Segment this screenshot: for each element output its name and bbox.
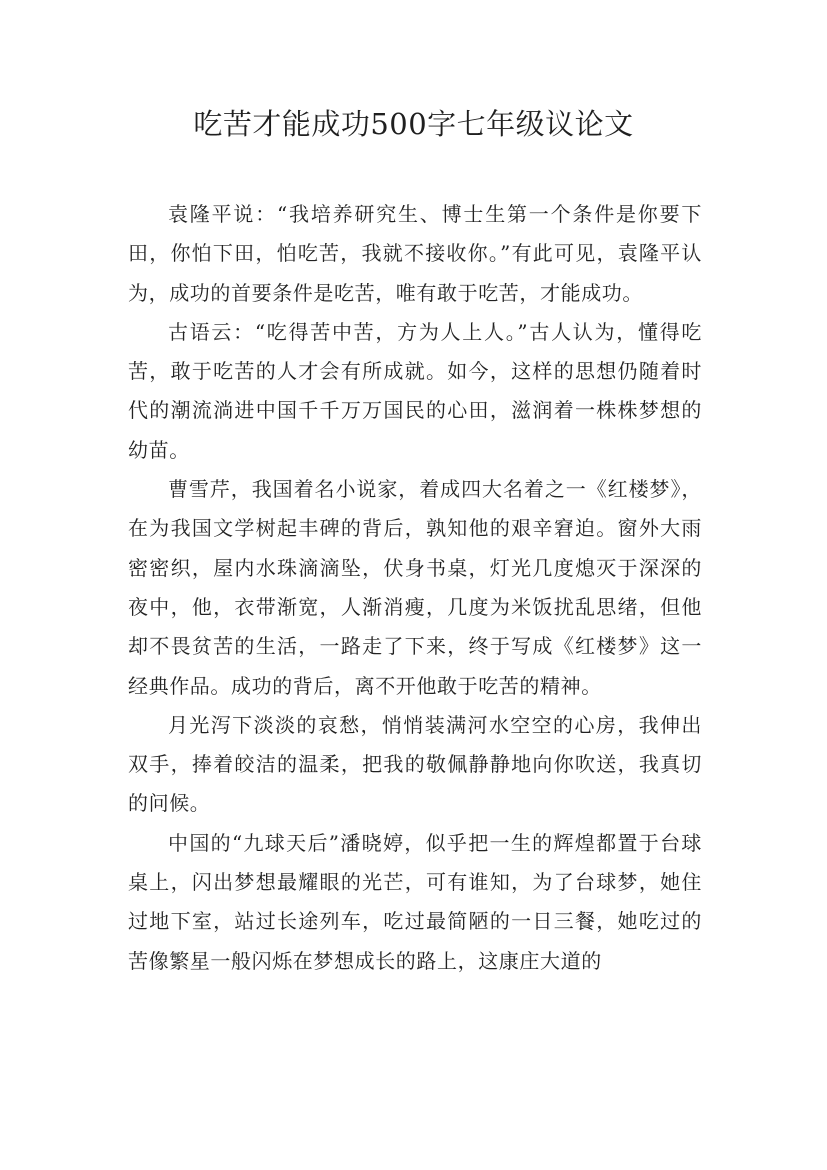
paragraph-5: 中国的“九球天后”潘晓婷，似乎把一生的辉煌都置于台球桌上，闪出梦想最耀眼的光芒，可有谁知，为了台球梦，她住过地下室，站过长途列车，吃过最简陋的一日三餐，她吃过的苦像繁星一般闪烁在梦想成长的路上，这康庄大道的 (128, 830, 702, 973)
paragraph-4: 月光泻下淡淡的哀愁，悄悄装满河水空空的心房，我伸出双手，捧着皎洁的温柔，把我的敬佩静静地向你吹送，我真切的问候。 (128, 712, 702, 816)
document-body (128, 195, 702, 981)
paragraph-1: 袁隆平说：“我培养研究生、博士生第一个条件是你要下田，你怕下田，怕吃苦，我就不接收你。”有此可见，袁隆平认为，成功的首要条件是吃苦，唯有敢于吃苦，才能成功。 (128, 202, 702, 305)
paragraph-3: 曹雪芹，我国着名小说家，着成四大名着之一《红楼梦》，在为我国文学树起丰碑的背后，孰知他的艰辛窘迫。窗外大雨密密织，屋内水珠滴滴坠，伏身书桌，灯光几度熄灭于深深的夜中，他，衣带渐宽，人渐消瘦，几度为米饭扰乱思绪，但他却不畏贫苦的生活，一路走了下来，终于写成《红楼梦》这一经典作品。成功的背后，离不开他敢于吃苦的精神。 (128, 477, 702, 698)
document-title: 吃苦才能成功500字七年级议论文 (193, 107, 634, 141)
paragraph-2: 古语云：“吃得苦中苦，方为人上人。”古人认为，懂得吃苦，敢于吃苦的人才会有所成就。如今，这样的思想仍随着时代的潮流淌进中国千千万万国民的心田，滋润着一株株梦想的幼苗。 (128, 319, 702, 462)
